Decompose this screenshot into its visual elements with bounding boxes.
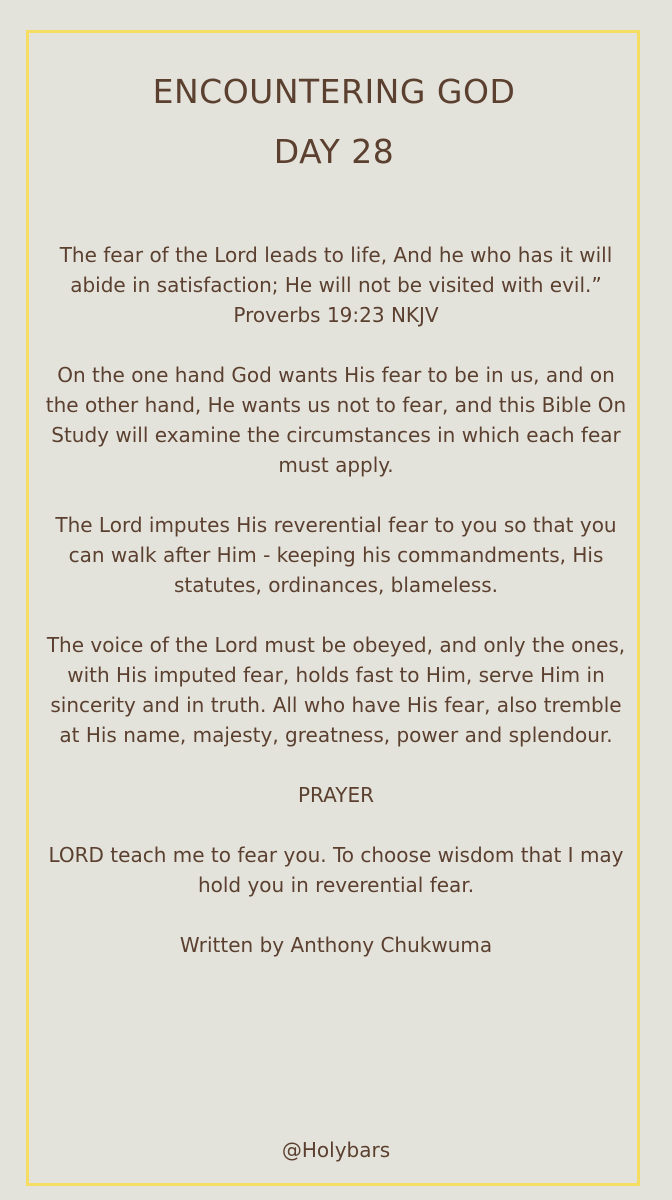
paragraph [40, 510, 632, 600]
paragraph [40, 630, 632, 750]
text-line: LORD teach me to fear you. To choose wisdom that I may [48, 843, 624, 867]
prayer-text [40, 840, 632, 900]
text-line: The fear of the Lord leads to life, And he who has it will [59, 243, 613, 267]
text-line: sincerity and in truth. All who have His fear, also tremble [50, 693, 622, 717]
text-line: can walk after Him - keeping his commandments, His [68, 543, 604, 567]
text-line: statutes, ordinances, blameless. [173, 573, 499, 597]
text-line: must apply. [278, 453, 394, 477]
text-line: abide in satisfaction; He will not be visited with evil.” [70, 273, 602, 297]
text-line: The voice of the Lord must be obeyed, and only the ones, [46, 633, 626, 657]
day-number: DAY 28 [273, 132, 395, 171]
scripture-quote [40, 240, 632, 330]
paragraph [40, 360, 632, 480]
devotional-body [40, 240, 632, 960]
text-line: at His name, majesty, greatness, power and splendour. [59, 723, 613, 747]
text-line: The Lord imputes His reverential fear to you so that you [55, 513, 617, 537]
text-line: hold you in reverential fear. [197, 873, 475, 897]
text-line: Study will examine the circumstances in which each fear [51, 423, 621, 447]
text-line: with His imputed fear, holds fast to Him, serve Him in [67, 663, 605, 687]
social-handle: @Holybars [281, 1138, 391, 1162]
text-line: the other hand, He wants us not to fear, and this Bible On [45, 393, 627, 417]
prayer-heading: PRAYER [297, 783, 375, 807]
scripture-reference: Proverbs 19:23 NKJV [233, 303, 439, 327]
page-title: ENCOUNTERING GOD [152, 72, 516, 111]
text-line: On the one hand God wants His fear to be in us, and on [57, 363, 615, 387]
author-credit: Written by Anthony Chukwuma [179, 933, 493, 957]
